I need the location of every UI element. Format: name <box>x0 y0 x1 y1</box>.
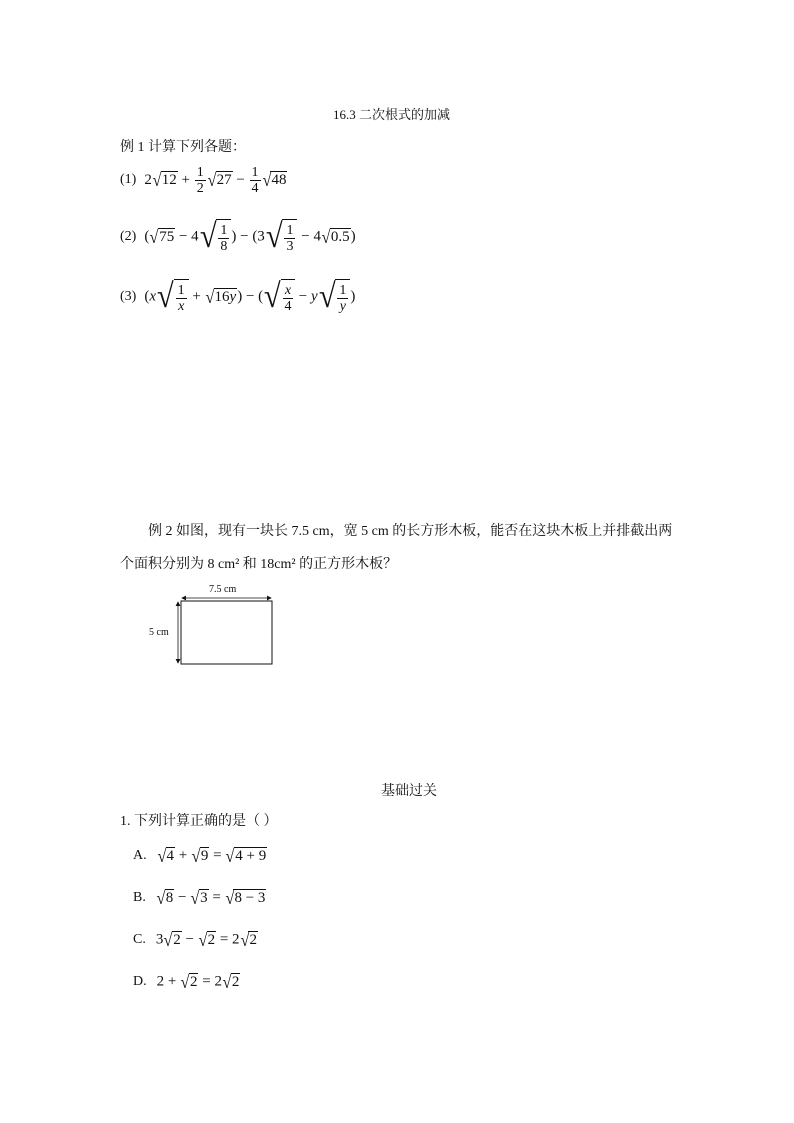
example1-item-1 <box>120 160 287 200</box>
example2-line1: 例 2 如图，现有一块长 7.5 cm，宽 5 cm 的长方形木板，能否在这块木板上并排截出两 <box>148 524 673 539</box>
option-expression: √ 4 + √ 9 = √ 4 + 9 <box>157 846 267 866</box>
board-rectangle <box>181 601 272 664</box>
section-title: 基础过关 <box>381 784 437 799</box>
example1-heading: 例 1 计算下列各题： <box>120 140 246 155</box>
rectangle-figure <box>145 580 285 670</box>
item-label: (3) <box>120 289 137 304</box>
example1-item-2 <box>120 214 356 260</box>
option-expression: √ 8 − √ 3 = √ 8 − 3 <box>156 888 266 908</box>
width-label: 7.5 cm <box>209 584 237 595</box>
height-label: 5 cm <box>149 627 169 638</box>
option-label: C. <box>133 932 146 947</box>
math-expression: 2 √ 12 + $\frac{1}{2}$ √ 27 − $\frac{1}{4}$ √ 48 <box>144 164 287 196</box>
math-expression: (x √ $\frac{1}{x}$ + √ 16 y ) − ( √ $\frac{x}{4}$ − y √ $\frac{1}{y}$ ) <box>144 278 356 315</box>
option-c <box>133 927 258 953</box>
option-label: D. <box>133 974 147 989</box>
option-label: A. <box>133 848 147 863</box>
item-label: (1) <box>120 172 137 187</box>
option-expression: 2 + √ 2 = 2 √ 2 <box>156 972 240 992</box>
page-title: 16.3 二次根式的加减 <box>333 107 451 122</box>
question-1-stem: 1. 下列计算正确的是（ ） <box>120 814 278 829</box>
option-expression: 3 √ 2 − √ 2 = 2 √ 2 <box>155 930 257 950</box>
option-label: B. <box>133 890 146 905</box>
option-d <box>133 969 240 995</box>
example1-item-3 <box>120 274 355 320</box>
example2-line2: 个面积分别为 8 cm² 和 18cm² 的正方形木板？ <box>120 557 398 572</box>
option-a <box>133 843 267 869</box>
math-expression: ( √ 75 − 4 √ $\frac{1}{8}$ ) − (3 √ $\frac{1}{3}$ − 4 √ 0.5 ) <box>144 218 356 255</box>
option-b <box>133 885 266 911</box>
item-label: (2) <box>120 229 137 244</box>
